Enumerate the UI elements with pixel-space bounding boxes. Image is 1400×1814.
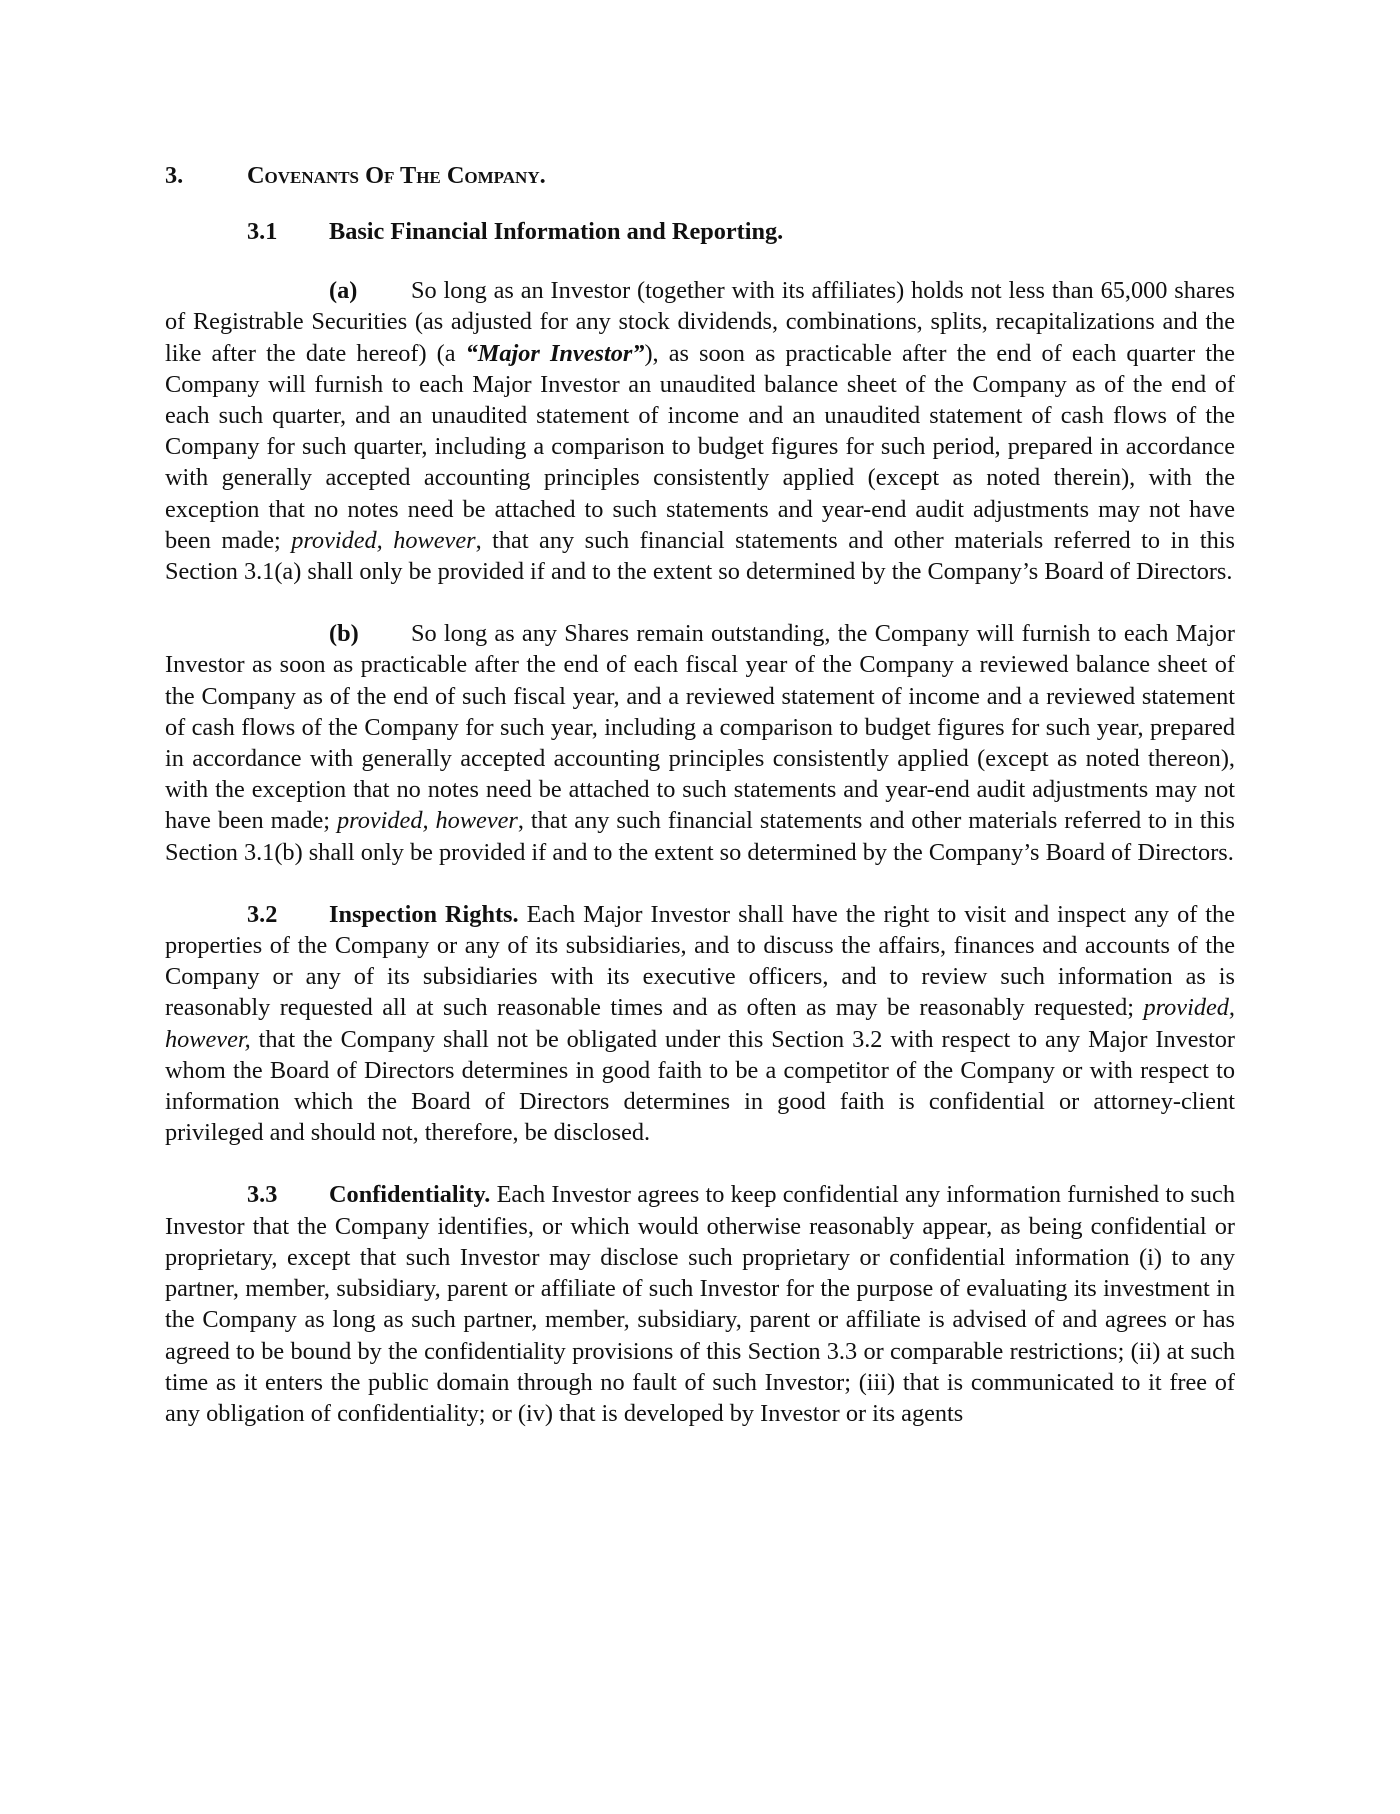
subsection-title: Confidentiality. bbox=[329, 1181, 491, 1209]
subsection-title: Basic Financial Information and Reporting. bbox=[329, 218, 784, 245]
proviso-text: provided, however, bbox=[165, 994, 1235, 1053]
paragraph-3-3 bbox=[165, 1179, 1235, 1429]
section-heading bbox=[165, 160, 1235, 192]
paragraph-text: Each Major Investor shall have the right to visit and inspect any of the properties of the Company or any of its subsidiaries, and to discuss the affairs, finances and accounts of the Company or any of its subsidiaries with its executive officers, and to review such information as is reasonably requested all at such reasonable times and as often as may be reasonably requested; bbox=[165, 900, 1235, 1022]
proviso-text: provided, however bbox=[291, 526, 476, 554]
paragraph-text: So long as any Shares remain outstanding, the Company will furnish to each Major Investor as soon as practicable after the end of each fiscal year of the Company a reviewed balance sheet of the Company as of the end of such fiscal year, and a reviewed statement of income and a reviewed statement of cash flows of the Company for such year, including a comparison to budget figures for such year, prepared in accordance with generally accepted accounting principles consistently applied (except as noted thereon), with the exception that no notes need be attached to such statements and year-end audit adjustments may not have been made; bbox=[165, 620, 1235, 835]
paragraph-label: (b) bbox=[329, 620, 359, 648]
subsection-number: 3.3 bbox=[247, 1181, 278, 1209]
defined-term: “Major Investor” bbox=[465, 339, 645, 367]
subsection-heading-3-1 bbox=[165, 216, 1235, 247]
paragraph-3-2 bbox=[165, 899, 1235, 1149]
section-title: Covenants Of The Company. bbox=[247, 162, 546, 189]
paragraph-text: So long as an Investor (together with its affiliates) holds not less than 65,000 shares of Registrable Securities (as adjusted for any stock dividends, combinations, splits, recapitalizations and the like after the date hereof) (a bbox=[165, 277, 1235, 367]
paragraph-3-1-a bbox=[165, 275, 1235, 587]
subsection-title: Inspection Rights. bbox=[329, 900, 519, 928]
paragraph-3-1-b bbox=[165, 618, 1235, 868]
paragraph-label: (a) bbox=[329, 277, 358, 305]
paragraph-text: , that any such financial statements and other materials referred to in this Section 3.1(a) shall only be provided if and to the extent so determined by the Company’s Board of Directors. bbox=[165, 526, 1235, 586]
proviso-text: provided, however bbox=[337, 807, 518, 835]
paragraph-text: ), as soon as practicable after the end of each quarter the Company will furnish to each Major Investor an unaudited balance sheet of the Company as of the end of each such quarter, and an unaudited statement of income and an unaudited statement of cash flows of the Company for such quarter, including a comparison to budget figures for such period, prepared in accordance with generally accepted accounting principles consistently applied (except as noted therein), with the exception that no notes need be attached to such statements and year-end audit adjustments may not have been made; bbox=[165, 339, 1235, 554]
subsection-number: 3.1 bbox=[247, 218, 278, 245]
paragraph-text: Each Investor agrees to keep confidential any information furnished to such Investor that the Company identifies, or which would otherwise reasonably appear, as being confidential or proprietary, except that such Investor may disclose such proprietary or confidential information (i) to any partner, member, subsidiary, parent or affiliate of such Investor for the purpose of evaluating its investment in the Company as long as such partner, member, subsidiary, parent or affiliate is advised of and agrees or has agreed to be bound by the confidentiality provisions of this Section 3.3 or comparable restrictions; (ii) at such time as it enters the public domain through no fault of such Investor; (iii) that is communicated to it free of any obligation of confidentiality; or (iv) that is developed by Investor or its agents bbox=[165, 1181, 1235, 1427]
document-page bbox=[165, 160, 1235, 1429]
paragraph-text: that the Company shall not be obligated under this Section 3.2 with respect to any Major Investor whom the Board of Directors determines in good faith to be a competitor of the Company or with respect to information which the Board of Directors determines in good faith is confidential or attorney-client privileged and should not, therefore, be disclosed. bbox=[165, 1025, 1235, 1147]
subsection-number: 3.2 bbox=[247, 900, 278, 928]
paragraph-text: , that any such financial statements and other materials referred to in this Section 3.1(b) shall only be provided if and to the extent so determined by the Company’s Board of Directors. bbox=[165, 807, 1235, 866]
section-number: 3. bbox=[165, 162, 184, 189]
